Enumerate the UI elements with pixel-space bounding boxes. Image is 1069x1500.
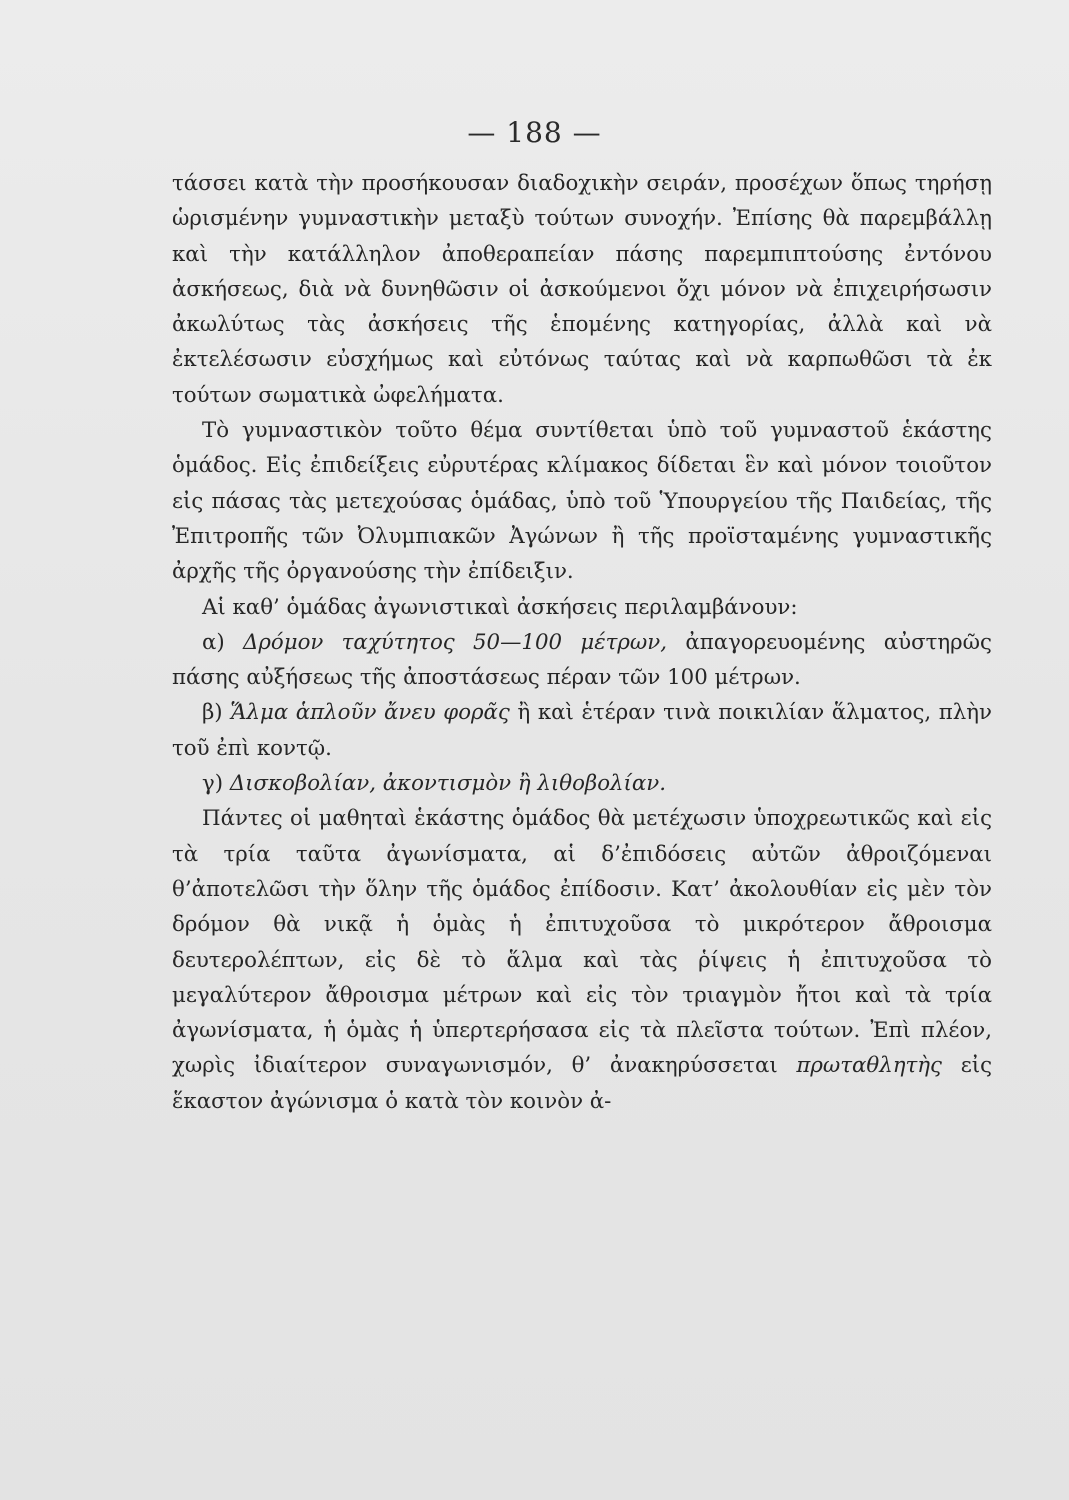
list-item-label: α): [202, 629, 225, 655]
list-item-title: Δισκοβολίαν, ἀκοντισμὸν ἢ λιθοβολίαν.: [229, 771, 666, 797]
body-text: [172, 166, 992, 1119]
page-number: — 188 —: [467, 116, 602, 149]
champion-term: πρωταθλητὴς: [796, 1053, 942, 1079]
list-item-label: β): [202, 700, 223, 726]
paragraph-gymnastic-theme: Τὸ γυμναστικὸν τοῦτο θέμα συντίθεται ὑπὸ τοῦ γυμναστοῦ ἑκάστης ὁμάδος. Εἰς ἐπιδείξεις εὐρυτέρας κλίμακος δίδεται ἓν καὶ μόνον τοιοῦτον εἰς πάσας τὰς μετεχούσας ὁμάδας, ὑπὸ τοῦ Ὑπουργείου τῆς Παιδείας, τῆς Ἐπιτροπῆς τῶν Ὀλυμπιακῶν Ἀγώνων ἢ τῆς προϊσταμένης γυμναστικῆς ἀρχῆς τῆς ὀργανούσης τὴν ἐπίδειξιν.: [172, 418, 992, 585]
paragraph-scoring: [172, 801, 992, 1119]
list-item: [172, 695, 992, 766]
list-item-label: γ): [202, 771, 224, 797]
list-item-text: ἢ καὶ ἑτέραν τινὰ ποικιλίαν ἅλματος, πλὴν τοῦ ἐπὶ κοντῷ.: [172, 700, 993, 761]
paragraph-continuation: τάσσει κατὰ τὴν προσήκουσαν διαδοχικὴν σειράν, προσέχων ὅπως τηρήσῃ ὡρισμένην γυμναστικὴν μεταξὺ τούτων συνοχήν. Ἐπίσης θὰ παρεμβάλλῃ καὶ τὴν κατάλληλον ἀποθεραπείαν πάσης παρεμπιπτούσης ἐντόνου ἀσκήσεως, διὰ νὰ δυνηθῶσιν οἱ ἀσκούμενοι ὄχι μόνον νὰ ἐπιχειρήσωσιν ἀκωλύτως τὰς ἀσκήσεις τῆς ἑπομένης κατηγορίας, ἀλλὰ καὶ νὰ ἐκτελέσωσιν εὐσχήμως καὶ εὐτόνως ταύτας καὶ νὰ καρπωθῶσι τὰ ἐκ τούτων σωματικὰ ὠφελήματα.: [172, 171, 992, 408]
paragraph-scoring-text: Πάντες οἱ μαθηταὶ ἑκάστης ὁμάδος θὰ μετέχωσιν ὑποχρεωτικῶς καὶ εἰς τὰ τρία ταῦτα ἀγωνίσματα, αἱ δ’ἐπιδόσεις αὐτῶν ἀθροιζόμεναι θ’ἀποτελῶσι τὴν ὅλην τῆς ὁμάδος ἐπίδοσιν. Κατ’ ἀκολουθίαν εἰς μὲν τὸν δρόμον θὰ νικᾷ ἡ ὁμὰς ἡ ἐπιτυχοῦσα τὸ μικρότερον ἄθροισμα δευτερολέπτων, εἰς δὲ τὸ ἅλμα καὶ τὰς ῥίψεις ἡ ἐπιτυχοῦσα τὸ μεγαλύτερον ἄθροισμα μέτρων καὶ εἰς τὸν τριαγμὸν ἤτοι καὶ τὰ τρία ἀγωνίσματα, ἡ ὁμὰς ἡ ὑπερτερήσασα εἰς τὰ πλεῖστα τούτων. Ἐπὶ πλέον, χωρὶς ἰδιαίτερον συναγωνισμόν, θ’ ἀνακηρύσσεται: [172, 806, 992, 1079]
paragraph-group-exercises-intro: Αἱ καθ’ ὁμάδας ἀγωνιστικαὶ ἀσκήσεις περιλαμβάνουν:: [202, 594, 798, 620]
list-item: [172, 625, 992, 696]
list-item-text: ἀπαγορευομένης αὐστηρῶς πάσης αὐξήσεως τῆς ἀποστάσεως πέραν τῶν 100 μέτρων.: [172, 629, 992, 691]
list-item-title: Δρόμον ταχύτητος 50—100 μέτρων,: [243, 629, 668, 655]
list-item: [172, 766, 992, 801]
list-item-title: Ἅλμα ἁπλοῦν ἄνευ φορᾶς: [230, 700, 510, 726]
paragraph-scoring-tail: εἰς ἕκαστον ἀγώνισμα ὁ κατὰ τὸν κοινὸν ἀ-: [172, 1053, 992, 1114]
